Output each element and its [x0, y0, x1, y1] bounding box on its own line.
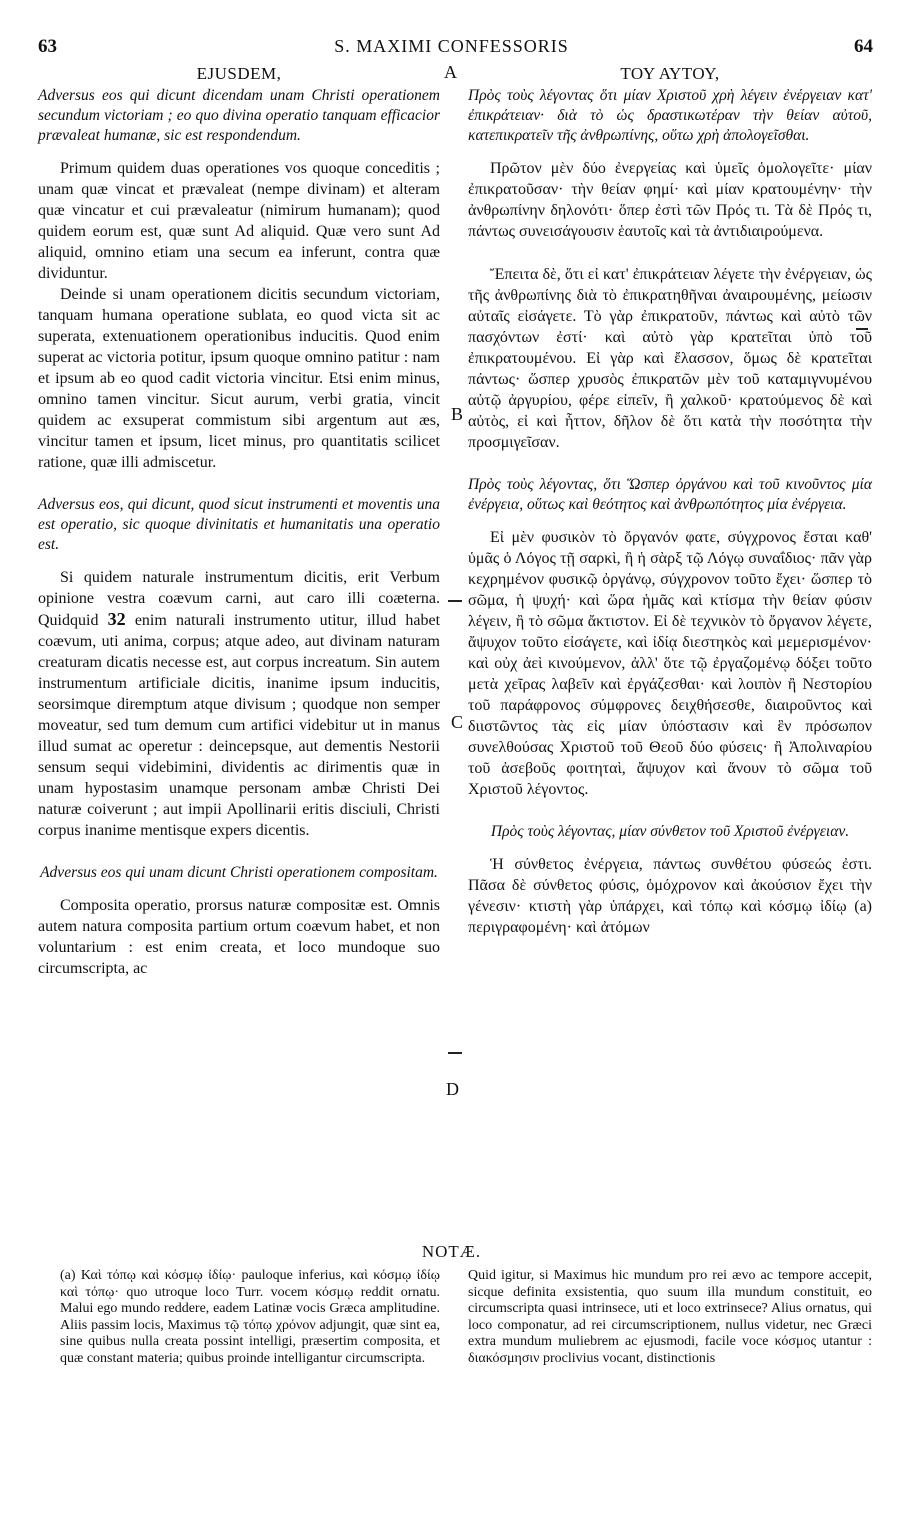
note-left: (a) Καὶ τόπῳ καὶ κόσμῳ ἰδίῳ· pauloque inferius, καὶ κόσμῳ ἰδίῳ καὶ τόπῳ· quo utroque loco Turr. vocem κόσμῳ reddit ornatu. Malui ego mundo reddere, eadem Latinæ vocis Græca amplitudine. Aliis passim locis, Maximus τῷ τόπῳ χρόνον adjungit, quæ sint ea, sine quibus nulla creata possint intelligi, præsertim composita, et quæ constant materia; quibus proinde intelligantur circumscripta.: [60, 1268, 440, 1366]
page-number-right: 64: [854, 36, 873, 57]
page-number-left: 63: [38, 36, 57, 57]
greek-section3-heading: Πρὸς τοὺς λέγοντας, μίαν σύνθετον τοῦ Χριστοῦ ἐνέργειαν.: [490, 823, 850, 840]
latin-s2-text-b: enim naturali instrumento utitur, illud habet coævum, uti anima, corpus; atque adeo, aut divinam naturam creaturam dicatis necesse est, aut corpus increatum. Sin autem instrumentum artificiale dicitis, inanime ipsum inducitis, seorsimque diremptum atque divisum ; quodque non semper moveatur, sed tum demum cum artifici videbitur ut in manus illud sumat ac operetur : deincepsque, aut dementis Nestorii sensum sequi videbimini, dividentis ac dirimentis quæ in unam hypostasim unamque personam ambæ Christi Dei naturæ coiverunt ; aut impii Apollinarii eritis disciuli, Christi corpus inanime mentisque expers dicentis.: [38, 612, 441, 839]
latin-section2-heading: Adversus eos, qui dicunt, quod sicut instrumenti et moventis una est operatio, sic quoque divinitatis et humanitatis una operatio est.: [38, 496, 440, 553]
latin-section2-paragraph1: [38, 567, 440, 841]
latin-s2-text-a: Si quidem naturale instrumentum dicitis, erit Verbum opinione vestra coævum carni, aut caro illi coæterna. Quidquid: [38, 569, 440, 629]
note-right: Quid igitur, si Maximus hic mundum pro rei ævo ac tempore accepit, sicque definita exsistentia, quo suum illa mundum constituit, eo circumscripta quasi intrinsece, uti et loco extrinsece? Alius ornatus, qui loco componatur, ad rei circumscriptionem, nullus videtur, nec Græci extra mundum muliebrem ac ejusmodi, facile voce κόσμος utantur : διακόσμησιν proclivius vocant, distinctionis: [468, 1268, 872, 1366]
greek-section1-paragraph1: Πρῶτον μὲν δύο ἐνεργείας καὶ ὑμεῖς ὁμολογεῖτε· μίαν ἐπικρατοῦσαν· τὴν θείαν φημί· καὶ μίαν κρατουμένην· τὴν ἀνθρωπίνην δηλονότι· ὅπερ ἐστὶ τῶν Πρός τι. Τὰ δὲ Πρός τι, πάντως συνεισάγουσιν ἑαυτοῖς καὶ τὰ ἀντιδιαιρούμενα.: [468, 160, 872, 240]
greek-section3-paragraph1: Ἡ σύνθετος ἐνέργεια, πάντως συνθέτου φύσεώς ἐστι. Πᾶσα δὲ σύνθετος φύσις, ὁμόχρονον καὶ ἀκούσιον ἔχει τὴν γένεσιν· κτιστὴ γὰρ ὑπάρχει, καὶ τόπῳ καὶ κόσμῳ ἰδίῳ (a) περιγραφομένη· καὶ ἀτόμων: [468, 856, 872, 936]
latin-section3-paragraph1: Composita operatio, prorsus naturæ compositæ est. Omnis autem natura composita partium ortum coævum habet, et non voluntarium : est enim creata, et loco mundoque suo circumscripta, ac: [38, 897, 440, 977]
latin-section1-paragraph2: Deinde si unam operationem dicitis secundum victoriam, tanquam humana operatione sublata, eo quod victa sit ac superata, extenuationem operationibus inducitis. Quod enim superat ac victoria potitur, ipsum quoque omnino patitur : nam et ipsum ab eo quod cadit victoria vincitur. Etsi enim minus, omnino tamen vincitur. Sicut aurum, verbi gratia, vincit quidem ac exsuperat commistum sibi argentum aut æs, vincitur tamen et ipsum, licet minus, pro quantitatis scilicet ratione, quæ illi admiscetur.: [38, 286, 440, 471]
greek-section2-paragraph1: Εἰ μὲν φυσικὸν τὸ ὄργανόν φατε, σύγχρονος ἔσται καθ' ὑμᾶς ὁ Λόγος τῇ σαρκὶ, ἢ ἡ σὰρξ τῷ Λόγῳ συναΐδιος· πᾶν γὰρ κεχρημένον φυσικῷ ὀργάνῳ, σύγχρονον τοῦτο ἔχει· ὥσπερ τὸ σῶμα, ἡ ψυχή· καὶ ὥρα ἡμᾶς καὶ κτίσμα τὴν θείαν φύσιν λέγειν, ἢ τὸ σῶμα ἄκτιστον. Εἰ δὲ τεχνικὸν τὸ ὄργανον λέγετε, ἄψυχον τοῦτο εἰσάγετε, καὶ ἰδίᾳ διεστηκὸς καὶ μεμερισμένον· καὶ οὐχ ἀεὶ κινούμενον, ἀλλ' ὅτε τῷ ἐργαζομένῳ δόξει τοῦτο μετὰ χεῖρας λαβεῖν καὶ ἐργάζεσθαι· καὶ λοιπὸν ἢ Νεστορίου τοῦ παράφρονος σύμφρονες δειχθήσεσθε, διαιροῦντος καὶ διιστῶντος τὰς εἰς μίαν ὑπόστασιν καὶ ἓν πρόσωπον συνελθούσας Χριστοῦ τοῦ Θεοῦ δύο φύσεις· ἢ Ἀπολιναρίου τοῦ ἀσεβοῦς φοιτηταὶ, ἄψυχον καὶ ἄνουν τὸ σῶμα τοῦ Χριστοῦ λέγοντος.: [468, 529, 872, 798]
latin-section3-heading: Adversus eos qui unam dicunt Christi operationem compositam.: [40, 864, 438, 881]
section-divider: [448, 600, 462, 602]
margin-marker-c: C: [451, 712, 464, 732]
greek-section1-paragraph2: Ἔπειτα δὲ, ὅτι εἰ κατ' ἐπικράτειαν λέγετε τὴν ἐνέργειαν, ὡς τῆς ἀνθρωπίνης διὰ τὸ ἐπικρατηθῆναι ἀναιρουμένης, μείωσιν αὐταῖς εἰσάγετε. Τὸ γὰρ ἐπικρατοῦν, πάντως καὶ αὐτὸ τῶν πασχόντων ἐστί· καὶ αὐτὸ γὰρ κρατεῖται ὑπὸ τοῦ ἐπικρατουμένου. Εἰ γὰρ καὶ ἔλασσον, ὅμως δὲ κρατεῖται πάντως· ὥσπερ χρυσὸς ἐπικρατῶν μὲν τοῦ καταμιγνυμένου αὐτῷ ἀργυρίου, φέρε εἰπεῖν, ἢ χαλκοῦ· κρατούμενος δὲ καὶ αὐτὸς, εἰ καὶ ἧττον, δῆλον δὲ ὅτι κατὰ τὴν ποσότητα τὴν προσμιγεῖσαν.: [468, 266, 872, 451]
greek-column: [468, 64, 872, 938]
margin-marker-a: A: [444, 62, 457, 82]
latin-column: [38, 64, 440, 979]
greek-section2-heading: Πρὸς τοὺς λέγοντας, ὅτι Ὥσπερ ὀργάνου καὶ τοῦ κινοῦντος μία ἐνέργεια, οὕτως καὶ θεότητος καὶ ἀνθρωπότητος μία ἐνέργεια.: [468, 476, 872, 513]
margin-marker-d: D: [446, 1079, 459, 1099]
section-divider: [448, 1052, 462, 1054]
greek-section1-heading: Πρὸς τοὺς λέγοντας ὅτι μίαν Χριστοῦ χρὴ λέγειν ἐνέργειαν κατ' ἐπικράτειαν· διὰ τὸ ὡς δραστικωτέραν τὴν θείαν αὐτοῦ, κατεπικρατεῖν τῆς ἀνθρωπίνης, οὕτω χρὴ ἀπολογεῖσθαι.: [468, 87, 872, 144]
margin-marker-b: B: [451, 404, 464, 424]
column-number: 32: [107, 609, 126, 629]
latin-section1-heading: Adversus eos qui dicunt dicendam unam Christi operationem secundum victoriam ; eo quo divina operatio tanquam efficacior prævaleat humanæ, sic est respondendum.: [38, 87, 440, 144]
greek-title: ΤΟΥ ΑΥΤΟΥ,: [620, 64, 720, 83]
notes-title: NOTÆ.: [421, 1242, 482, 1261]
running-title: S. MAXIMI CONFESSORIS: [334, 36, 569, 56]
latin-title: EJUSDEM,: [196, 64, 282, 83]
latin-section1-paragraph1: Primum quidem duas operationes vos quoque conceditis ; unam quæ vincat et prævaleat (nempe divinam) et alteram quæ vincatur et cui prævaleatur (nimirum humanam); quod quidem eorum est, quæ sunt Ad aliquid. Quæ vero sunt Ad aliquid, omnino etiam una secum ea inferunt, contra quæ dividuntur.: [38, 160, 440, 282]
